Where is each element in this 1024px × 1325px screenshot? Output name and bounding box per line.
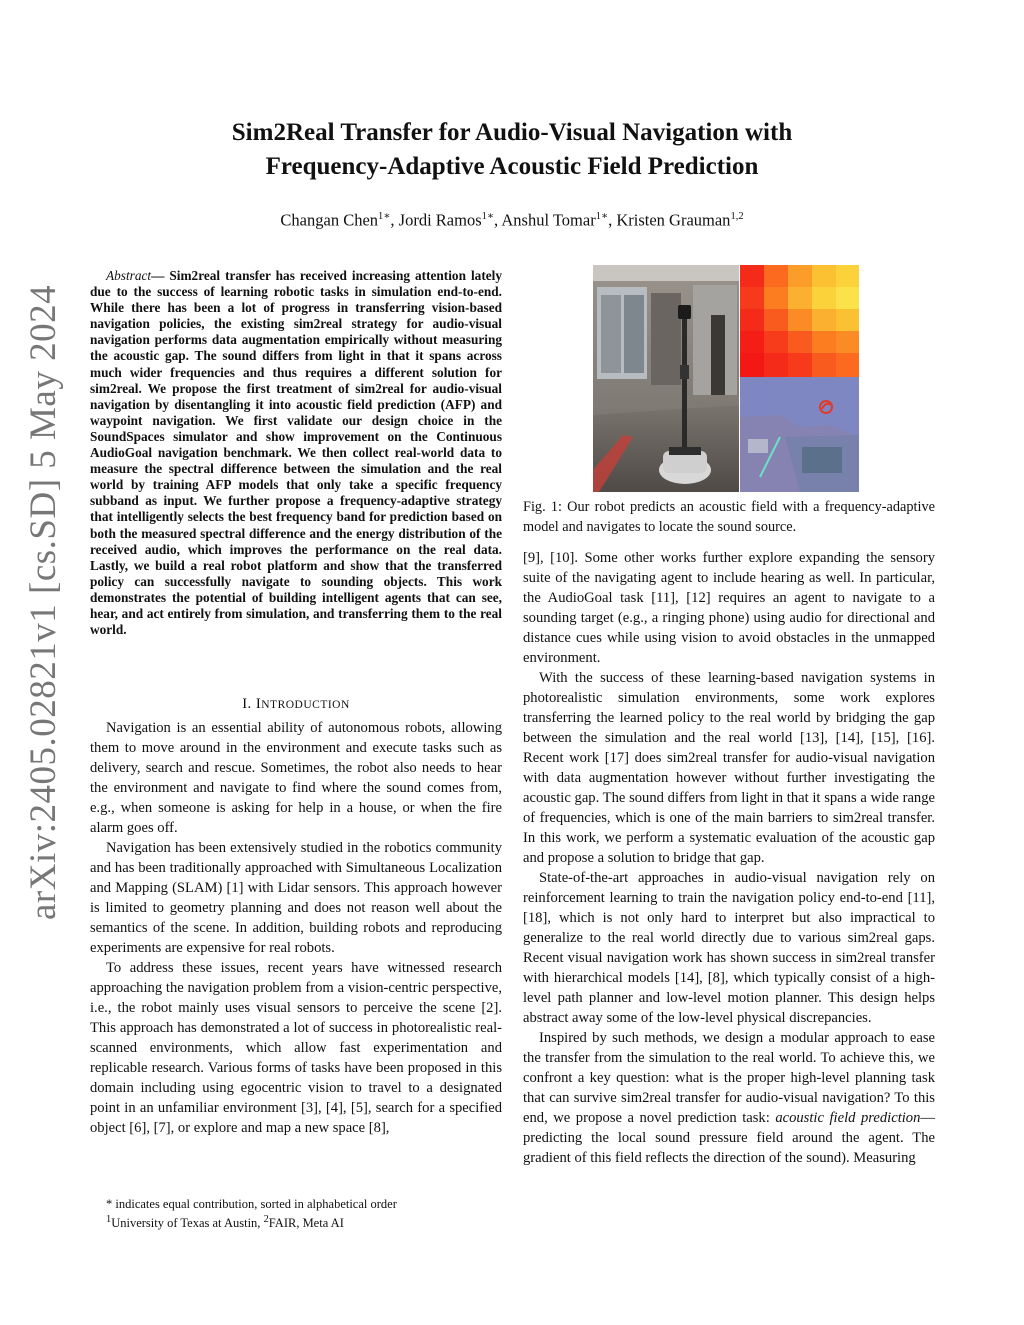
author-name: Jordi Ramos: [398, 210, 482, 230]
navigation-map: [740, 377, 859, 492]
section-title-rest: NTRODUCTION: [261, 699, 350, 711]
author-affiliation: 1∗: [378, 211, 391, 222]
abstract-text: Sim2real transfer has received increasing attention lately due to the success of learning robotic tasks in simulation end-to-end. While there has been a lot of progress in transferring vision-based navigation policies, the existing sim2real strategy for audio-visual navigation performs data augmentation empirically without measuring the acoustic gap. The sound differs from light in that it spans across much wider frequencies and thus requires a different solution for sim2real. We propose the first treatment of sim2real for audio-visual navigation by disentangling it into acoustic field prediction (AFP) and waypoint navigation. We first validate our design choice in the SoundSpaces simulator and show improvement on the Continuous AudioGoal navigation benchmark. We then collect real-world data to measure the spectral difference between the simulation and the real world by training AFP models that only take a specific frequency subband as input. We further propose a frequency-adaptive strategy that intelligently selects the best frequency band for prediction based on both the measured spectral difference and the energy distribution of the received audio, which improves the performance on the real data. Lastly, we build a real robot platform and show that the transferred policy can successfully navigate to sounding objects. This work demonstrates the potential of building intelligent agents that can see, hear, and act entirely from simulation, and transferring them to the real world.: [90, 268, 503, 638]
body-paragraph: With the success of these learning-based navigation systems in photorealistic simulation environments, some work explores transferring the learned policy to the real world by bridging the gap between the simulation and the real world [13], [14], [15], [16]. Recent work [17] does sim2real transfer for audio-visual navigation with data augmentation however without further investigating the acoustic gap. The sound differs from light in that it spans a wide range of frequencies, which is one of the main barriers to sim2real transfer. In this work, we perform a systematic evaluation of the acoustic gap and propose a solution to bridge that gap.: [523, 670, 935, 866]
author-list: Changan Chen$^{1∗}$, Jordi Ramos$^{1∗}$, Anshul Tomar$^{1∗}$, Kristen Grauman$^{1,2}$: [280, 210, 744, 230]
body-paragraph: Inspired by such methods, we design a modular approach to ease the transfer from the simulation to the real world. To achieve this, we confront a key question: what is the proper high-level planning task that can survive sim2real transfer for audio-visual navigation? To this end, we propose a novel prediction task: acoustic field prediction—predicting the local sound pressure field around the agent. The gradient of this field reflects the direction of the sound). Measuring: [523, 1030, 935, 1166]
right-column-body: [523, 548, 935, 1168]
title-line-2: Frequency-Adaptive Acoustic Field Prediction: [265, 153, 759, 180]
figure-caption: Fig. 1: Our robot predicts an acoustic field with a frequency-adaptive model and navigates to locate the sound source.: [523, 499, 935, 535]
abstract: Abstract— Sim2real transfer has received increasing attention lately due to the success of learning robotic tasks in simulation end-to-end. While there has been a lot of progress in transferring vision-based navigation policies, the existing sim2real strategy for audio-visual navigation performs data augmentation empirically without measuring the acoustic gap. The sound differs from light in that it spans across much wider frequencies and thus requires a different solution for sim2real. We propose the first treatment of sim2real for audio-visual navigation by disentangling it into acoustic field prediction (AFP) and waypoint navigation. We first validate our design choice in the SoundSpaces simulator and show improvement on the Continuous AudioGoal navigation benchmark. We then collect real-world data to measure the spectral difference between the simulation and the real world by training AFP models that only take a specific frequency subband as input. We further propose a frequency-adaptive strategy that intelligently selects the best frequency band for prediction based on both the measured spectral difference and the energy distribution of the received audio, which improves the performance on the real data. Lastly, we build a real robot platform and show that the transferred policy can successfully navigate to sounding objects. This work demonstrates the potential of building intelligent agents that can see, hear, and act entirely from simulation, and transferring them to the real world.: [90, 268, 503, 638]
footnote-affiliations: $^1$University of Texas at Austin, $^2$FAIR, Meta AI: [106, 1214, 344, 1231]
abstract-label: Abstract: [106, 268, 152, 283]
footnotes: [90, 1196, 502, 1231]
body-paragraph: To address these issues, recent years have witnessed research approaching the navigation problem from a vision-centric perspective, i.e., the robot mainly uses visual sensors to perceive the scene [2]. This approach has demonstrated a lot of success in photorealistic real-scanned environments, which allow fast experimentation and replicable research. Various forms of tasks have been proposed in this domain including using egocentric vision to travel to a designated point in an unfamiliar environment [3], [4], [5], search for a specified object [6], [7], or explore and map a new space [8],: [90, 960, 502, 1136]
robot-photo: [593, 265, 739, 492]
author-name: Anshul Tomar: [501, 210, 596, 230]
author-affiliation: 1∗: [481, 211, 495, 222]
body-paragraph: State-of-the-art approaches in audio-visual navigation rely on reinforcement learning to train the navigation policy end-to-end [11], [18], which is not only hard to interpret but also impractical to generalize to the real world directly due to various sim2real gaps. Recent visual navigation work has shown success in sim2real transfer with hierarchical models [14], [8], which typically consist of a high-level path planner and low-level motion planner. This design helps abstract away some of the low-level physical discrepancies.: [523, 870, 935, 1026]
body-paragraph: [9], [10]. Some other works further explore expanding the sensory suite of the navigating agent to include hearing as well. In particular, the AudioGoal task [11], [12] requires an agent to navigate to a sounding target (e.g., a ringing phone) using audio for directional and distance cues while using vision to avoid obstacles in the unmapped environment.: [523, 550, 935, 666]
section-title-initial: I: [255, 696, 262, 712]
arxiv-identifier: arXiv:2405.02821v1 [cs.SD] 5 May 2024: [23, 284, 64, 920]
title-line-1: Sim2Real Transfer for Audio-Visual Navigation with: [231, 119, 793, 146]
author-affiliation: 1∗: [595, 211, 609, 222]
author-name: Changan Chen: [280, 210, 379, 230]
author-name: Kristen Grauman: [616, 210, 731, 230]
acoustic-field-heatmap: [740, 265, 859, 377]
section-number: I.: [242, 696, 252, 712]
left-column-body: [90, 718, 502, 1138]
paper-title: [0, 116, 1024, 184]
footnote-equal-contribution: * indicates equal contribution, sorted in alphabetical order: [106, 1197, 397, 1211]
section-heading: [90, 696, 502, 713]
body-paragraph: Navigation is an essential ability of autonomous robots, allowing them to move around in the environment and execute tasks such as delivery, search and rescue. Sometimes, the robot also needs to hear the environment and navigate to find where the sound comes from, e.g., when someone is asking for help in a house, or when the fire alarm goes off.: [90, 720, 502, 836]
emphasized-term: acoustic field prediction: [775, 1110, 921, 1126]
figure-1: [593, 265, 859, 492]
author-affiliation: 1,2: [730, 211, 744, 222]
body-paragraph: Navigation has been extensively studied in the robotics community and has been traditionally approached with Simultaneous Localization and Mapping (SLAM) [1] with Lidar sensors. This approach however is limited to geometry planning and does not reason well about the semantics of the scene. In addition, building robots and reproducing experiments are expensive for real robots.: [90, 840, 502, 956]
